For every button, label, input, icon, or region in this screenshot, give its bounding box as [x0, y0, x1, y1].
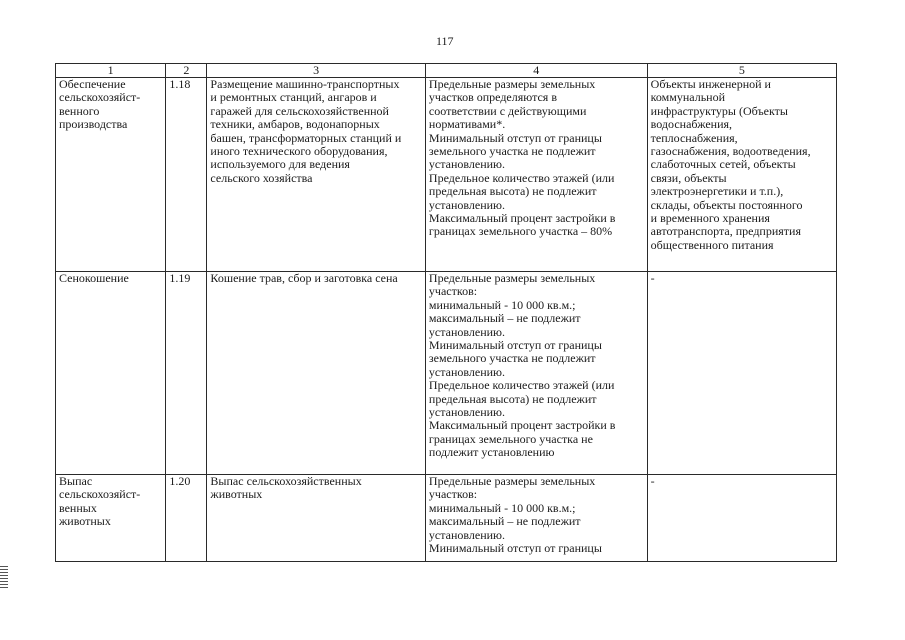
objects-cell [647, 78, 836, 272]
cell-line: производства [59, 117, 128, 132]
cell-line: - [650, 271, 655, 285]
cell-line: склады, объекты постоянного [650, 197, 803, 212]
cell-line: животных [210, 487, 263, 502]
parameters-cell [425, 475, 647, 562]
cell-line: Максимальный процент застройки в [428, 211, 616, 226]
cell-line: иного технического оборудования, [210, 144, 388, 159]
cell-line: Объекты инженерной и [650, 77, 771, 91]
cell-line: Минимальный отступ от границы [428, 338, 602, 353]
code-cell: 1.20 [166, 475, 207, 562]
cell-line: и ремонтных станций, ангаров и [210, 90, 377, 105]
column-header: 1 [56, 64, 166, 78]
description-cell [207, 78, 426, 272]
cell-line: водоснабжения, [650, 117, 733, 132]
cell-line: установлению. [428, 364, 506, 379]
cell-line: и временного хранения [650, 211, 770, 226]
cell-line: Предельное количество этажей (или [428, 170, 615, 185]
cell-line: техники, амбаров, водонапорных [210, 117, 380, 132]
scan-edge-mark [0, 566, 8, 588]
cell-line: максимальный – не подлежит [428, 311, 581, 326]
cell-line: башен, трансформаторных станций и [210, 130, 402, 145]
column-header: 2 [166, 64, 207, 78]
column-header: 4 [425, 64, 647, 78]
activity-cell [56, 272, 166, 475]
activity-cell [56, 78, 166, 272]
cell-line: максимальный – не подлежит [428, 514, 581, 529]
cell-line: Обеспечение [59, 77, 126, 91]
cell-line: Минимальный отступ от границы [428, 130, 602, 145]
cell-line: сельского хозяйства [210, 170, 313, 185]
parameters-cell [425, 78, 647, 272]
cell-line: участков определяются в [428, 90, 557, 105]
cell-line: связи, объекты [650, 170, 727, 185]
cell-line: животных [59, 514, 111, 529]
cell-line: венных [59, 500, 97, 515]
cell-line: Максимальный процент застройки в [428, 418, 616, 433]
cell-line: установлению. [428, 527, 506, 542]
cell-line: общественного питания [650, 237, 774, 252]
cell-line: установлению. [428, 197, 506, 212]
cell-line: Предельные размеры земельных [428, 474, 596, 488]
cell-line: электроэнергетики и т.п.), [650, 184, 784, 199]
cell-line: соответствии с действующими [428, 103, 587, 118]
parameters-cell [425, 272, 647, 475]
cell-line: установлению. [428, 324, 506, 339]
cell-line: границах земельного участка не [428, 431, 593, 446]
cell-line: - [650, 474, 655, 488]
table-row [56, 475, 837, 562]
cell-line: нормативами*. [428, 117, 506, 132]
cell-line: Минимальный отступ от границы [428, 541, 602, 556]
cell-line: предельная высота) не подлежит [428, 184, 597, 199]
cell-line: коммунальной [650, 90, 726, 105]
objects-cell [647, 272, 836, 475]
cell-line: сельскохозяйст- [59, 90, 141, 105]
cell-line: подлежит установлению [428, 445, 555, 460]
cell-line: границах земельного участка – 80% [428, 224, 613, 239]
cell-line: гаражей для сельскохозяйственной [210, 103, 389, 118]
cell-line: участков: [428, 284, 478, 299]
column-header: 5 [647, 64, 836, 78]
regulations-table [55, 63, 837, 562]
cell-line: Выпас [59, 474, 93, 488]
description-cell [207, 272, 426, 475]
cell-line: сельскохозяйст- [59, 487, 141, 502]
cell-line: участков: [428, 487, 478, 502]
cell-line: Предельные размеры земельных [428, 77, 596, 91]
cell-line: земельного участка не подлежит [428, 144, 596, 159]
cell-line: автотранспорта, предприятия [650, 224, 801, 239]
cell-line: Предельное количество этажей (или [428, 378, 615, 393]
table-row [56, 78, 837, 272]
table-header-row [56, 64, 837, 78]
objects-cell [647, 475, 836, 562]
cell-line: минимальный - 10 000 кв.м.; [428, 297, 576, 312]
table-row [56, 272, 837, 475]
description-cell [207, 475, 426, 562]
cell-line: Предельные размеры земельных [428, 271, 596, 285]
cell-line: установлению. [428, 405, 506, 420]
cell-line: слаботочных сетей, объекты [650, 157, 796, 172]
page-number: 117 [436, 34, 454, 48]
cell-line: Кошение трав, сбор и заготовка сена [210, 271, 398, 285]
cell-line: инфраструктуры (Объекты [650, 103, 788, 118]
code-cell: 1.18 [166, 78, 207, 272]
cell-line: Сенокошение [59, 271, 129, 285]
cell-line: Размещение машинно-транспортных [210, 77, 400, 91]
cell-line: установлению. [428, 157, 506, 172]
code-cell: 1.19 [166, 272, 207, 475]
cell-line: земельного участка не подлежит [428, 351, 596, 366]
cell-line: предельная высота) не подлежит [428, 391, 597, 406]
cell-line: газоснабжения, водоотведения, [650, 144, 811, 159]
cell-line: венного [59, 103, 100, 118]
column-header: 3 [207, 64, 426, 78]
activity-cell [56, 475, 166, 562]
cell-line: минимальный - 10 000 кв.м.; [428, 500, 576, 515]
cell-line: используемого для ведения [210, 157, 350, 172]
cell-line: теплоснабжения, [650, 130, 738, 145]
cell-line: Выпас сельскохозяйственных [210, 474, 362, 488]
